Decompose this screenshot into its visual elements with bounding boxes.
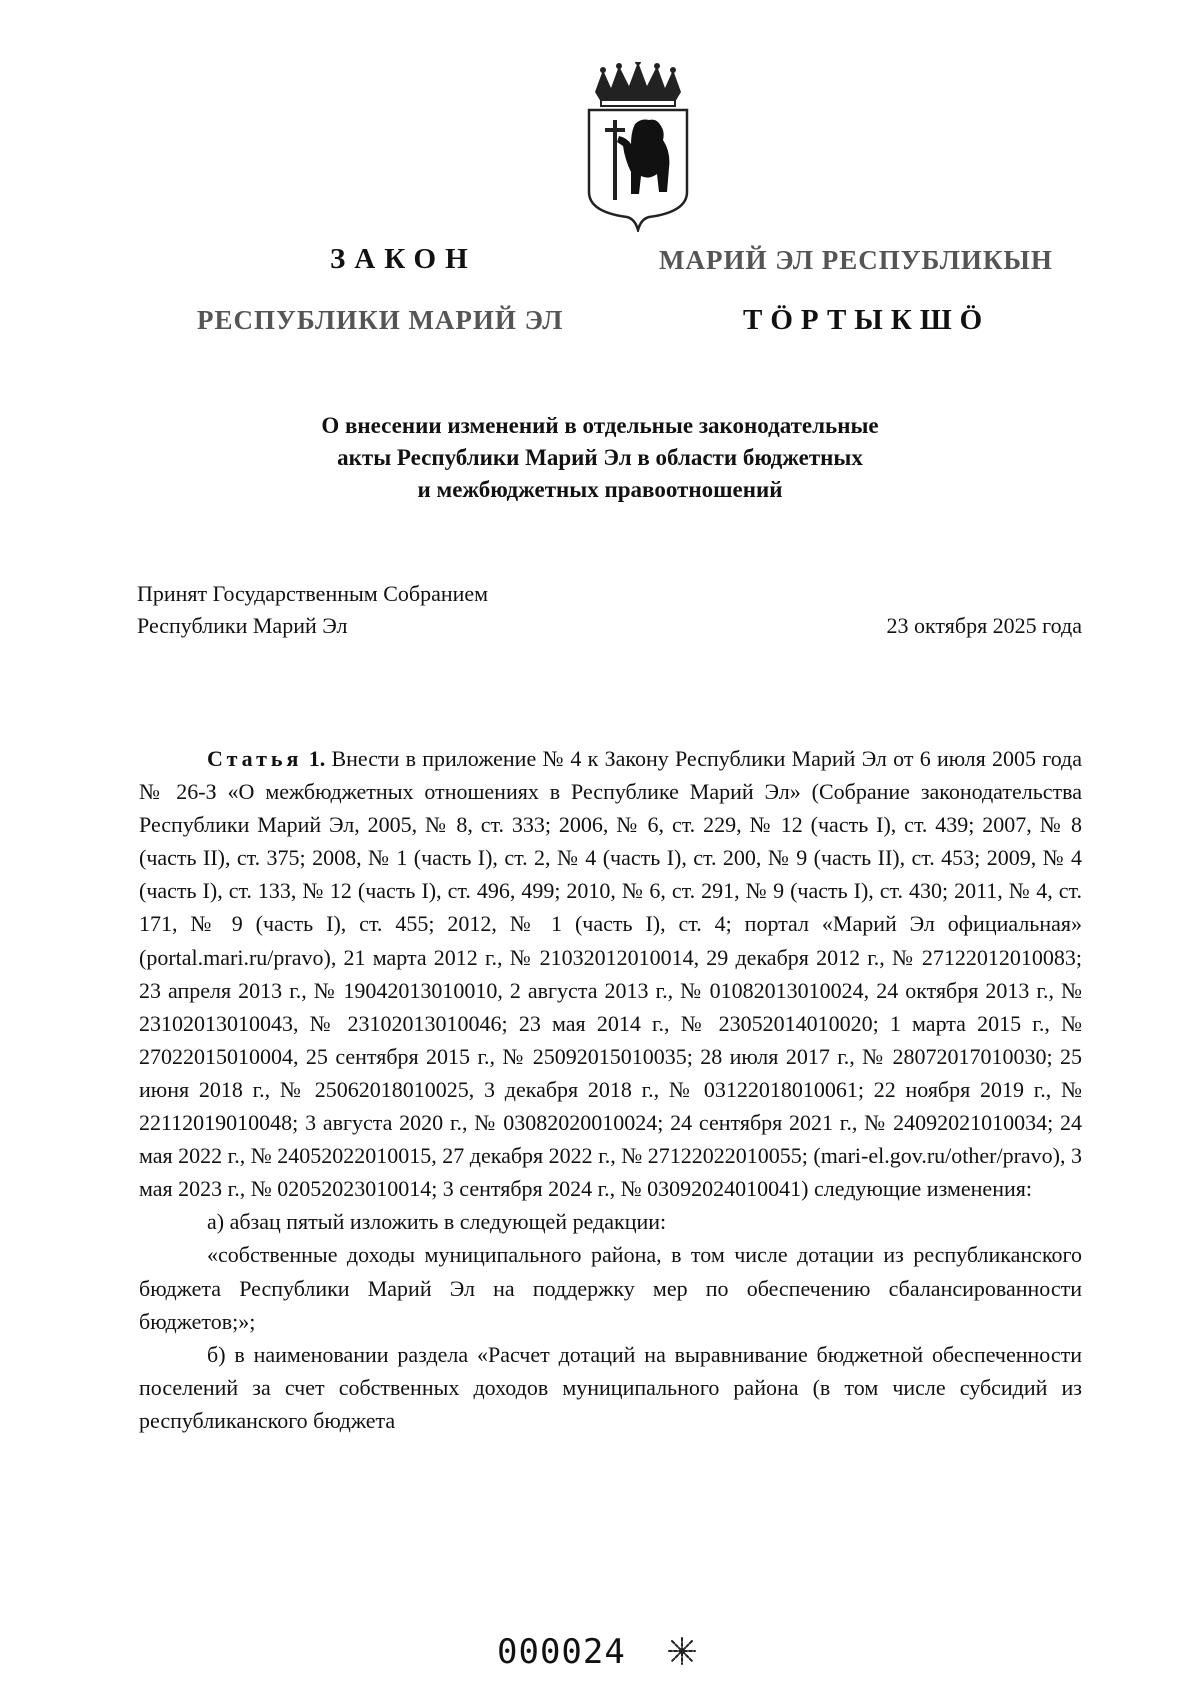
- article-number: 1.: [308, 746, 326, 771]
- law-title-line: О внесении изменений в отдельные законодательные: [321, 413, 879, 438]
- law-title-line: и межбюджетных правоотношений: [417, 477, 783, 502]
- header-republic-name: РЕСПУБЛИКИ МАРИЙ ЭЛ: [197, 305, 564, 335]
- article-label: Статья: [207, 746, 303, 771]
- header-republic-name-mari: МАРИЙ ЭЛ РЕСПУБЛИКЫН: [659, 245, 1053, 275]
- crown-icon: [595, 62, 681, 106]
- adoption-line: Принят Государственным Собранием: [137, 581, 489, 606]
- adoption-line: Республики Марий Эл: [137, 613, 348, 638]
- serial-number: 000024: [497, 1632, 626, 1672]
- header-title-law: ЗАКОН: [330, 243, 477, 275]
- asterisk-mark-icon: [667, 1636, 697, 1666]
- adoption-date: 23 октября 2025 года: [886, 613, 1082, 638]
- law-title: [180, 410, 1020, 506]
- article-text: Внести в приложение № 4 к Закону Республики Марий Эл от 6 июля 2005 года № 26-З «О межбюджетных отношениях в Республике Марий Эл» (Собрание законодательства Республики Марий Эл, 2005, № 8, ст. 333; 2006, № 6, ст. 229, № 12 (часть I), ст. 439; 2007, № 8 (часть II), ст. 375; 2008, № 1 (часть I), ст. 2, № 4 (часть I), ст. 200, № 9 (часть II), ст. 453; 2009, № 4 (часть I), ст. 133, № 12 (часть I), ст. 496, 499; 2010, № 6, ст. 291, № 9 (часть I), ст. 430; 2011, № 4, ст. 171, № 9 (часть I), ст. 455; 2012, № 1 (часть I), ст. 4; портал «Марий Эл официальная» (portal.mari.ru/pravo), 21 марта 2012 г., № 21032012010014, 29 декабря 2012 г., № 27122012010083; 23 апреля 2013 г., № 19042013010010, 2 августа 2013 г., № 01082013010024, 24 октября 2013 г., № 23102013010043, № 23102013010046; 23 мая 2014 г., № 23052014010020; 1 марта 2015 г., № 27022015010004, 25 сентября 2015 г., № 25092015010035; 28 июля 2017 г., № 28072017010030; 25 июня 2018 г., № 25062018010025, 3 декабря 2018 г., № 03122018010061; 22 ноября 2019 г., № 22112019010048; 3 августа 2020 г., № 03082020010024; 24 сентября 2021 г., № 24092021010034; 24 мая 2022 г., № 24052022010015, 27 декабря 2022 г., № 27122022010055; (mari-el.gov.ru/other/pravo), 3 мая 2023 г., № 02052023010014; 3 сентября 2024 г., № 03092024010041) следующие изменения:: [139, 746, 1083, 1202]
- article-1-paragraph: [139, 742, 1082, 1205]
- item-a-quote: «собственные доходы муниципального района, в том числе дотации из республиканского бюджета Республики Марий Эл на поддержку мер по обеспечению сбалансированности бюджетов;»;: [139, 1242, 1082, 1334]
- header-title-law-mari: ТӦРТЫКШӦ: [743, 304, 991, 336]
- adoption-statement: [137, 578, 488, 642]
- item-a: а) абзац пятый изложить в следующей редакции:: [207, 1209, 667, 1235]
- coat-of-arms-emblem: [583, 62, 693, 232]
- item-b: б) в наименовании раздела «Расчет дотаций на выравнивание бюджетной обеспеченности поселений за счет собственных доходов муниципального района (в том числе субсидий из республиканского бюджета: [139, 1341, 1082, 1433]
- article-body: [139, 742, 1082, 1437]
- law-title-line: акты Республики Марий Эл в области бюджетных: [337, 445, 863, 470]
